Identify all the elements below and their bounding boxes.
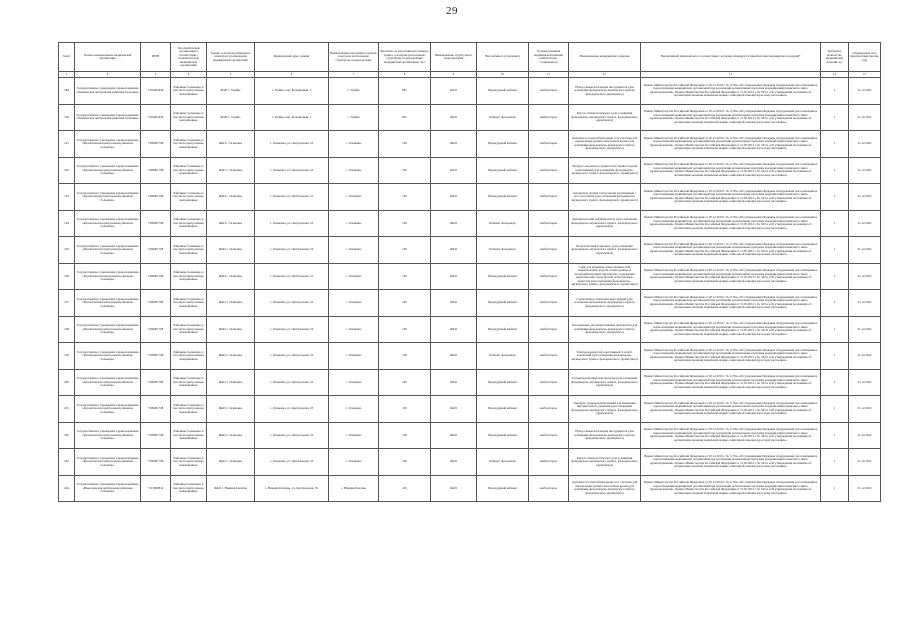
device-name-cell: Набор гинекологических инструментов (для оснащения фельдшерско-акушерского пункта, фельдшерского здравпункта): [569, 422, 641, 449]
cabinet-type-cell: Процедурный кабинет: [477, 263, 529, 290]
organization-name-cell: Государственное учреждение здравоохранения «Кузоватовская центральная районная больница»: [75, 449, 141, 476]
care-conditions-cell: Амбулаторно: [529, 369, 569, 396]
column-header: Фактический адрес здания: [255, 43, 329, 72]
equipment-table-sheet: [58, 42, 881, 502]
address-cell: с. Осиновка, ул. Центральная, 23: [255, 263, 329, 290]
population-cell: 190: [379, 210, 431, 237]
table-row: [59, 263, 881, 290]
organization-type-cell: Районные больницы, в том числе центральные, межрайонные: [171, 396, 207, 423]
regulatory-act-cell: Приказ Министерства Российской Федерации от 20.12.2019 г. № 1176н «Об утверждении Порядков оборудования для оснащения и переоснащения медицинских организаций при реализации региональных программ модернизации первичного звена здравоохранения». Приказ Министерства Российской Федерации от 15.05.2012 г. № 543 н «Об утверждении положения об организации оказания первичной медико-санитарной помощи взрослому населению»: [641, 449, 821, 476]
regulatory-act-cell: Приказ Министерства Российской Федерации от 20.12.2019 г. № 1176н «Об утверждении Порядков оборудования для оснащения и переоснащения медицинских организаций при реализации региональных программ модернизации первичного звена здравоохранения». Приказ Министерства Российской Федерации от 15.05.2012 г. № 543 н «Об утверждении положения об организации оказания первичной медико-санитарной помощи взрослому населению»: [641, 396, 821, 423]
structural-unit-cell: ФАП: [431, 131, 477, 158]
address-cell: с. Осиновка, ул. Центральная, 23: [255, 237, 329, 264]
device-name-cell: Анализатор гемоглобина крови тест-системы для определения уровня гемоглобина крови (для оснащения фельдшерско-акушерского пункта, фельдшерского здравпункта): [569, 131, 641, 158]
cabinet-type-cell: Процедурный кабинет: [477, 157, 529, 184]
purchase-date-cell: 31.12.2022: [849, 263, 881, 290]
table-row: [59, 157, 881, 184]
table-row: [59, 210, 881, 237]
table-row: [59, 131, 881, 158]
column-number: 12: [569, 72, 641, 78]
structural-unit-cell: ФАП: [431, 396, 477, 423]
row-number-cell: 201: [59, 396, 75, 423]
row-number-cell: 190: [59, 104, 75, 131]
purchase-date-cell: 31.12.2022: [849, 184, 881, 211]
building-cell: ФАП с. Осиновка: [207, 316, 255, 343]
device-name-cell: Бесконтактный термометр (для оснащения фельдшерско-акушерского пункта, фельдшерского здравпункта): [569, 237, 641, 264]
cabinet-type-cell: Кабинет фельдшера: [477, 104, 529, 131]
table-row: [59, 449, 881, 476]
quantity-cell: 1: [821, 396, 849, 423]
inn-cell: 7313000832: [141, 475, 171, 502]
organization-type-cell: Районные больницы, в том числе центральные, межрайонные: [171, 78, 207, 105]
address-cell: с. Осиновка, ул. Центральная, 23: [255, 396, 329, 423]
regulatory-act-cell: Приказ Министерства Российской Федерации от 20.12.2019 г. № 1176н «Об утверждении Порядков оборудования для оснащения и переоснащения медицинских организаций при реализации региональных программ модернизации первичного звена здравоохранения». Приказ Министерства Российской Федерации от 15.05.2012 г. № 543 н «Об утверждении положения об организации оказания первичной медико-санитарной помощи взрослому населению»: [641, 157, 821, 184]
cabinet-type-cell: Процедурный кабинет: [477, 396, 529, 423]
population-cell: 891: [379, 104, 431, 131]
population-cell: 190: [379, 316, 431, 343]
row-number-cell: 203: [59, 449, 75, 476]
row-number-cell: 198: [59, 316, 75, 343]
column-header: Вид кабинета (отделения): [477, 43, 529, 72]
population-cell: 190: [379, 157, 431, 184]
device-name-cell: Тонометр транспальпебральный для измерения внутриглазного давления (для оснащения фельдшерско-акушерского пункта, фельдшерского здравпункта): [569, 396, 641, 423]
inn-cell: 7309001798: [141, 263, 171, 290]
row-number-cell: 199: [59, 343, 75, 370]
table-row: [59, 184, 881, 211]
quantity-cell: 1: [821, 475, 849, 502]
column-number: 15: [849, 72, 881, 78]
organization-type-cell: Районные больницы, в том числе центральные, межрайонные: [171, 157, 207, 184]
building-cell: ФАП с. Осиновка: [207, 369, 255, 396]
structural-unit-cell: ФАП: [431, 157, 477, 184]
row-number-cell: 200: [59, 369, 75, 396]
cabinet-type-cell: Кабинет фельдшера: [477, 343, 529, 370]
regulatory-act-cell: Приказ Министерства Российской Федерации от 20.12.2019 г. № 1176н «Об утверждении Порядков оборудования для оснащения и переоснащения медицинских организаций при реализации региональных программ модернизации первичного звена здравоохранения». Приказ Министерства Российской Федерации от 15.05.2012 г. № 543 н «Об утверждении положения об организации оказания первичной медико-санитарной помощи взрослому населению»: [641, 343, 821, 370]
column-number: 5: [207, 72, 255, 78]
device-name-cell: Экспресс-анализатор уровня холестерина в крови портативный (для оснащения фельдшерско-акушерского пункта, фельдшерского здравпункта): [569, 157, 641, 184]
regulatory-act-cell: Приказ Министерства Российской Федерации от 20.12.2019 г. № 1176н «Об утверждении Порядков оборудования для оснащения и переоснащения медицинских организаций при реализации региональных программ модернизации первичного звена здравоохранения». Приказ Министерства Российской Федерации от 15.05.2012 г. № 543 н «Об утверждении положения об организации оказания первичной медико-санитарной помощи взрослому населению»: [641, 290, 821, 317]
table-row: [59, 369, 881, 396]
regulatory-act-cell: Приказ Министерства Российской Федерации от 20.12.2019 г. № 1176н «Об утверждении Порядков оборудования для оснащения и переоснащения медицинских организаций при реализации региональных программ модернизации первичного звена здравоохранения». Приказ Министерства Российской Федерации от 15.05.2012 г. № 543 н «Об утверждении положения об организации оказания первичной медико-санитарной помощи взрослому населению»: [641, 78, 821, 105]
column-number: 3: [141, 72, 171, 78]
organization-name-cell: Государственное учреждение здравоохранения «Кузоватовская центральная районная больница»: [75, 369, 141, 396]
locality-cell: с. Осиновка: [329, 369, 379, 396]
population-cell: 190: [379, 369, 431, 396]
table-row: [59, 104, 881, 131]
locality-cell: с. Урайка: [329, 78, 379, 105]
quantity-cell: 1: [821, 343, 849, 370]
inn-cell: 7309001798: [141, 131, 171, 158]
building-cell: ФАП с. Осиновка: [207, 422, 255, 449]
locality-cell: с. Осиновка: [329, 290, 379, 317]
quantity-cell: 1: [821, 157, 849, 184]
purchase-date-cell: 31.12.2022: [849, 78, 881, 105]
regulatory-act-cell: Приказ Министерства Российской Федерации от 20.12.2019 г. № 1176н «Об утверждении Порядков оборудования для оснащения и переоснащения медицинских организаций при реализации региональных программ модернизации первичного звена здравоохранения». Приказ Министерства Российской Федерации от 15.05.2012 г. № 543 н «Об утверждении положения об организации оказания первичной медико-санитарной помощи взрослому населению»: [641, 104, 821, 131]
regulatory-act-cell: Приказ Министерства Российской Федерации от 20.12.2019 г. № 1176н «Об утверждении Порядков оборудования для оснащения и переоснащения медицинских организаций при реализации региональных программ модернизации первичного звена здравоохранения». Приказ Министерства Российской Федерации от 15.05.2012 г. № 543 н «Об утверждении положения об организации оказания первичной медико-санитарной помощи взрослому населению»: [641, 263, 821, 290]
locality-cell: с. Осиновка: [329, 263, 379, 290]
care-conditions-cell: Амбулаторно: [529, 184, 569, 211]
population-cell: 190: [379, 184, 431, 211]
quantity-cell: 1: [821, 369, 849, 396]
population-cell: 190: [379, 422, 431, 449]
structural-unit-cell: ФАП: [431, 184, 477, 211]
inn-cell: 7309001798: [141, 449, 171, 476]
organization-name-cell: Государственное учреждение здравоохранения «Кузоватовская центральная районная больница»: [75, 184, 141, 211]
column-number: 8: [379, 72, 431, 78]
column-number: 4: [171, 72, 207, 78]
care-conditions-cell: Амбулаторно: [529, 449, 569, 476]
address-cell: с. Осиновка, ул. Центральная, 23: [255, 210, 329, 237]
organization-type-cell: Районные больницы, в том числе центральные, межрайонные: [171, 104, 207, 131]
care-conditions-cell: Амбулаторно: [529, 343, 569, 370]
organization-name-cell: Государственное учреждение здравоохранения «Кузоватовская центральная районная больница»: [75, 316, 141, 343]
inn-cell: 7309001798: [141, 422, 171, 449]
organization-name-cell: Государственное учреждение здравоохранения «Ульяновская центральная районная больница»: [75, 78, 141, 105]
purchase-date-cell: 31.12.2022: [849, 237, 881, 264]
address-cell: с. Осиновка, ул. Центральная, 23: [255, 290, 329, 317]
structural-unit-cell: ФАП: [431, 316, 477, 343]
cabinet-type-cell: Процедурный кабинет: [477, 290, 529, 317]
cabinet-type-cell: Кабинет фельдшера: [477, 449, 529, 476]
population-cell: 190: [379, 131, 431, 158]
locality-cell: с. Осиновка: [329, 343, 379, 370]
organization-name-cell: Государственное учреждение здравоохранения «Кузоватовская центральная районная больница»: [75, 131, 141, 158]
structural-unit-cell: ФАП: [431, 263, 477, 290]
care-conditions-cell: Амбулаторно: [529, 396, 569, 423]
organization-name-cell: Государственное учреждение здравоохранения «Кузоватовская центральная районная больница»: [75, 157, 141, 184]
device-name-cell: Кресло гинекологическое (для оснащения фельдшерско-акушерского пункта, фельдшерского здравпункта): [569, 449, 641, 476]
inn-cell: 7309001798: [141, 396, 171, 423]
row-number-cell: 192: [59, 157, 75, 184]
regulatory-act-cell: Приказ Министерства Российской Федерации от 20.12.2019 г. № 1176н «Об утверждении Порядков оборудования для оснащения и переоснащения медицинских организаций при реализации региональных программ модернизации первичного звена здравоохранения». Приказ Министерства Российской Федерации от 15.05.2012 г. № 543 н «Об утверждении положения об организации оказания первичной медико-санитарной помощи взрослому населению»: [641, 184, 821, 211]
address-cell: с. Осиновка, ул. Центральная, 23: [255, 316, 329, 343]
building-cell: ФАП с. Урайка: [207, 104, 255, 131]
device-name-cell: Холодильник для лекарственных препаратов (для оснащения фельдшерско-акушерского пункта, фельдшерского здравпункта): [569, 316, 641, 343]
organization-type-cell: Районные больницы, в том числе центральные, межрайонные: [171, 237, 207, 264]
organization-type-cell: Районные больницы, в том числе центральные, межрайонные: [171, 290, 207, 317]
column-header: Наименование населенного пункта, в котором расположено структурное подразделение: [329, 43, 379, 72]
purchase-date-cell: 31.12.2022: [849, 131, 881, 158]
building-cell: ФАП с. Осиновка: [207, 343, 255, 370]
regulatory-act-cell: Приказ Министерства Российской Федерации от 20.12.2019 г. № 1176н «Об утверждении Порядков оборудования для оснащения и переоснащения медицинских организаций при реализации региональных программ модернизации первичного звена здравоохранения». Приказ Министерства Российской Федерации от 15.05.2012 г. № 543 н «Об утверждении положения об организации оказания первичной медико-санитарной помощи взрослому населению»: [641, 316, 821, 343]
device-name-cell: Автоматический дефибриллятор (для оснащения фельдшерско-акушерского пункта, фельдшерского здравпункта): [569, 210, 641, 237]
cabinet-type-cell: Кабинет фельдшера: [477, 237, 529, 264]
quantity-cell: 1: [821, 263, 849, 290]
quantity-cell: 1: [821, 78, 849, 105]
column-number: 7: [329, 72, 379, 78]
organization-type-cell: Районные больницы, в том числе центральные, межрайонные: [171, 263, 207, 290]
quantity-cell: 1: [821, 184, 849, 211]
care-conditions-cell: Амбулаторно: [529, 263, 569, 290]
locality-cell: с. Осиновка: [329, 157, 379, 184]
column-header: Требуемое количество медицинских изделий, ед.: [821, 43, 849, 72]
structural-unit-cell: ФАП: [431, 290, 477, 317]
address-cell: с. Осиновка, ул. Центральная, 23: [255, 343, 329, 370]
inn-cell: 7316003449: [141, 104, 171, 131]
table-row: [59, 422, 881, 449]
regulatory-act-cell: Приказ Министерства Российской Федерации от 20.12.2019 г. № 1176н «Об утверждении Порядков оборудования для оснащения и переоснащения медицинских организаций при реализации региональных программ модернизации первичного звена здравоохранения». Приказ Министерства Российской Федерации от 15.05.2012 г. № 543 н «Об утверждении положения об организации оказания первичной медико-санитарной помощи взрослому населению»: [641, 422, 821, 449]
column-header: Тип medicinской организации в соответствии с номенклатурой медицинских организаций: [171, 43, 207, 72]
locality-cell: с. Нижняя Клечёнь: [329, 475, 379, 502]
inn-cell: 7309001798: [141, 343, 171, 370]
locality-cell: с. Осиновка: [329, 237, 379, 264]
inn-cell: 7309001798: [141, 290, 171, 317]
inn-cell: 7309001798: [141, 316, 171, 343]
column-number: 2: [75, 72, 141, 78]
column-number: 6: [255, 72, 329, 78]
structural-unit-cell: ФАП: [431, 343, 477, 370]
care-conditions-cell: Амбулаторно: [529, 210, 569, 237]
care-conditions-cell: Амбулаторно: [529, 290, 569, 317]
address-cell: с. Урайка, пер. Больничный, 5: [255, 104, 329, 131]
organization-type-cell: Районные больницы, в том числе центральные, межрайонные: [171, 184, 207, 211]
quantity-cell: 1: [821, 237, 849, 264]
organization-type-cell: Районные больницы, в том числе центральные, межрайонные: [171, 422, 207, 449]
quantity-cell: 1: [821, 104, 849, 131]
locality-cell: с. Осиновка: [329, 449, 379, 476]
cabinet-type-cell: Кабинет фельдшера: [477, 210, 529, 237]
column-header: Наименование медицинского изделия: [569, 43, 641, 72]
row-number-cell: 202: [59, 422, 75, 449]
inn-cell: 7309001798: [141, 157, 171, 184]
page-number: 29: [446, 5, 458, 17]
regulatory-act-cell: Приказ Министерства Российской Федерации от 20.12.2019 г. № 1176н «Об утверждении Порядков оборудования для оснащения и переоснащения медицинских организаций при реализации региональных программ модернизации первичного звена здравоохранения». Приказ Министерства Российской Федерации от 15.05.2012 г. № 543 н «Об утверждении положения об организации оказания первичной медико-санитарной помощи взрослому населению»: [641, 475, 821, 502]
purchase-date-cell: 31.12.2022: [849, 157, 881, 184]
care-conditions-cell: Амбулаторно: [529, 316, 569, 343]
organization-name-cell: Государственное учреждение здравоохранения «Кузоватовская центральная районная больница»: [75, 210, 141, 237]
row-number-cell: 194: [59, 210, 75, 237]
row-number-cell: 196: [59, 263, 75, 290]
organization-type-cell: Районные больницы, в том числе центральные, межрайонные: [171, 316, 207, 343]
device-name-cell: Стерилизатор электрический средний (для оснащения фельдшерско-акушерского пункта, фельдшерского здравпункта): [569, 290, 641, 317]
organization-name-cell: Государственное учреждение здравоохранения «Кузоватовская центральная районная больница»: [75, 290, 141, 317]
regulatory-act-cell: Приказ Министерства Российской Федерации от 20.12.2019 г. № 1176н «Об утверждении Порядков оборудования для оснащения и переоснащения медицинских организаций при реализации региональных программ модернизации первичного звена здравоохранения». Приказ Министерства Российской Федерации от 15.05.2012 г. № 543 н «Об утверждении положения об организации оказания первичной медико-санитарной помощи взрослому населению»: [641, 369, 821, 396]
organization-name-cell: Государственное учреждение здравоохранения «Кузоватовская центральная районная больница»: [75, 237, 141, 264]
quantity-cell: 1: [821, 422, 849, 449]
building-cell: ФАП с. Осиновка: [207, 237, 255, 264]
row-number-cell: 193: [59, 184, 75, 211]
cabinet-type-cell: Процедурный кабинет: [477, 184, 529, 211]
population-cell: 190: [379, 263, 431, 290]
header-row: [59, 43, 881, 72]
care-conditions-cell: Амбулаторно: [529, 157, 569, 184]
device-name-cell: Кресло гинекологическое (для оснащения фельдшерско-акушерского пункта, фельдшерского здравпункта): [569, 104, 641, 131]
inn-cell: 7316003449: [141, 78, 171, 105]
column-number: 13: [641, 72, 821, 78]
building-cell: ФАП с. Осиновка: [207, 263, 255, 290]
care-conditions-cell: Амбулаторно: [529, 237, 569, 264]
cabinet-type-cell: Процедурный кабинет: [477, 131, 529, 158]
address-cell: с. Урайка, пер. Больничный, 5: [255, 78, 329, 105]
locality-cell: с. Осиновка: [329, 210, 379, 237]
column-header: Численность населения населенного пункта, в котором расположено структурное подразделение медицинской организации, чел.: [379, 43, 431, 72]
inn-cell: 7309001798: [141, 184, 171, 211]
building-cell: ФАП с. Осиновка: [207, 210, 255, 237]
structural-unit-cell: ФАП: [431, 237, 477, 264]
quantity-cell: 1: [821, 210, 849, 237]
row-number-cell: 189: [59, 78, 75, 105]
building-cell: ФАП с. Осиновка: [207, 184, 255, 211]
organization-type-cell: Районные больницы, в том числе центральные, межрайонные: [171, 343, 207, 370]
organization-name-cell: Государственное учреждение здравоохранения «Николаевская центральная районная больница»: [75, 475, 141, 502]
quantity-cell: 1: [821, 290, 849, 317]
table-row: [59, 290, 881, 317]
locality-cell: с. Осиновка: [329, 316, 379, 343]
column-number: 10: [477, 72, 529, 78]
cabinet-type-cell: Процедурный кабинет: [477, 78, 529, 105]
table-row: [59, 396, 881, 423]
care-conditions-cell: Амбулаторно: [529, 475, 569, 502]
table-row: [59, 237, 881, 264]
locality-cell: с. Осиновка: [329, 131, 379, 158]
population-cell: 190: [379, 237, 431, 264]
inn-cell: 7309001798: [141, 369, 171, 396]
row-number-cell: 195: [59, 237, 75, 264]
device-name-cell: Сейф для хранения лекарственных или наркотических средств, психотропных и сильнодействующих препаратов, содержащих наркотические средства или психотропные вещества (для оснащения фельдшерско-акушерского пункта, фельдшерского здравпункта): [569, 263, 641, 290]
population-cell: 190: [379, 449, 431, 476]
purchase-date-cell: 31.12.2022: [849, 210, 881, 237]
building-cell: ФАП с. Осиновка: [207, 396, 255, 423]
address-cell: с. Осиновка, ул. Центральная, 23: [255, 131, 329, 158]
structural-unit-cell: ФАП: [431, 449, 477, 476]
address-cell: с. Нижняя Клечёнь, ул. Центральная, 39: [255, 475, 329, 502]
organization-name-cell: Государственное учреждение здравоохранения «Ульяновская центральная районная больница»: [75, 104, 141, 131]
table-row: [59, 78, 881, 105]
building-cell: ФАП с. Осиновка: [207, 157, 255, 184]
column-header: Здание, в котором размещено/планируется размещение медицинской организации: [207, 43, 255, 72]
purchase-date-cell: 31.12.2022: [849, 290, 881, 317]
care-conditions-cell: Амбулаторно: [529, 131, 569, 158]
device-name-cell: Анализатор гемоглобина крови тест-системы для определения уровня гемоглобина крови (для оснащения фельдшерско-акушерского пункта, фельдшерского здравпункта): [569, 475, 641, 502]
table-row: [59, 475, 881, 502]
locality-cell: с. Осиновка: [329, 422, 379, 449]
address-cell: с. Осиновка, ул. Центральная, 23: [255, 157, 329, 184]
organization-name-cell: Государственное учреждение здравоохранения «Кузоватовская центральная районная больница»: [75, 343, 141, 370]
structural-unit-cell: ФАП: [431, 475, 477, 502]
column-header: ИНН: [141, 43, 171, 72]
structural-unit-cell: ФАП: [431, 104, 477, 131]
column-number: 11: [529, 72, 569, 78]
column-header: №п/п: [59, 43, 75, 72]
inn-cell: 7309001798: [141, 210, 171, 237]
population-cell: 190: [379, 396, 431, 423]
table-row: [59, 316, 881, 343]
population-cell: 450: [379, 475, 431, 502]
purchase-date-cell: 31.12.2022: [849, 369, 881, 396]
organization-type-cell: Районные больницы, в том числе центральные, межрайонные: [171, 210, 207, 237]
structural-unit-cell: ФАП: [431, 78, 477, 105]
care-conditions-cell: Амбулаторно: [529, 104, 569, 131]
column-header: Нормативный правовой акт, в соответствии с которым планируется приобретение медицинского изделия*: [641, 43, 821, 72]
address-cell: с. Осиновка, ул. Центральная, 23: [255, 184, 329, 211]
building-cell: ФАП с. Урайка: [207, 78, 255, 105]
address-cell: с. Осиновка, ул. Центральная, 23: [255, 422, 329, 449]
address-cell: с. Осиновка, ул. Центральная, 23: [255, 369, 329, 396]
organization-name-cell: Государственное учреждение здравоохранения «Кузоватовская центральная районная больница»: [75, 422, 141, 449]
column-number: 14: [821, 72, 849, 78]
organization-type-cell: Районные больницы, в том числе центральные, межрайонные: [171, 449, 207, 476]
organization-name-cell: Государственное учреждение здравоохранения «Кузоватовская центральная районная больница»: [75, 396, 141, 423]
device-name-cell: Электрокардиограф портативный 3- или 6-канальный (для оснащения фельдшерско-акушерского пункта, фельдшерского здравпункта): [569, 343, 641, 370]
cabinet-type-cell: Процедурный кабинет: [477, 422, 529, 449]
quantity-cell: 1: [821, 449, 849, 476]
building-cell: ФАП с. Осиновка: [207, 131, 255, 158]
building-cell: ФАП с. Осиновка: [207, 449, 255, 476]
cabinet-type-cell: Процедурный кабинет: [477, 369, 529, 396]
row-number-cell: 204: [59, 475, 75, 502]
structural-unit-cell: ФАП: [431, 369, 477, 396]
table-body: [59, 78, 881, 502]
purchase-date-cell: 31.12.2022: [849, 422, 881, 449]
organization-type-cell: Районные больницы, в том числе центральные, межрайонные: [171, 369, 207, 396]
population-cell: 891: [379, 78, 431, 105]
column-header: Наименование структурного подразделения: [431, 43, 477, 72]
locality-cell: с. Осиновка: [329, 396, 379, 423]
purchase-date-cell: 31.12.2022: [849, 475, 881, 502]
organization-type-cell: Районные больницы, в том числе центральные, межрайонные: [171, 475, 207, 502]
column-number: 9: [431, 72, 477, 78]
locality-cell: с. Урайка: [329, 104, 379, 131]
population-cell: 190: [379, 343, 431, 370]
device-name-cell: Набор гинекологических инструментов (для оснащения фельдшерско-акушерского пункта, фельдшерского здравпункта): [569, 78, 641, 105]
regulatory-act-cell: Приказ Министерства Российской Федерации от 20.12.2019 г. № 1176н «Об утверждении Порядков оборудования для оснащения и переоснащения медицинских организаций при реализации региональных программ модернизации первичного звена здравоохранения». Приказ Министерства Российской Федерации от 15.05.2012 г. № 543 н «Об утверждении положения об организации оказания первичной медико-санитарной помощи взрослому населению»: [641, 210, 821, 237]
purchase-date-cell: 31.12.2022: [849, 449, 881, 476]
building-cell: ФАП с. Осиновка: [207, 290, 255, 317]
care-conditions-cell: Амбулаторно: [529, 422, 569, 449]
column-header: Полное наименование медицинской организации: [75, 43, 141, 72]
column-header: Планируемая дата приобретения (месяц, год): [849, 43, 881, 72]
table-row: [59, 343, 881, 370]
regulatory-act-cell: Приказ Министерства Российской Федерации от 20.12.2019 г. № 1176н «Об утверждении Порядков оборудования для оснащения и переоснащения медицинских организаций при реализации региональных программ модернизации первичного звена здравоохранения». Приказ Министерства Российской Федерации от 15.05.2012 г. № 543 н «Об утверждении положения об организации оказания первичной медико-санитарной помощи взрослому населению»: [641, 131, 821, 158]
structural-unit-cell: ФАП: [431, 422, 477, 449]
locality-cell: с. Осиновка: [329, 184, 379, 211]
population-cell: 190: [379, 290, 431, 317]
purchase-date-cell: 31.12.2022: [849, 396, 881, 423]
building-cell: ФАП с. Нижняя Клечёнь: [207, 475, 255, 502]
structural-unit-cell: ФАП: [431, 210, 477, 237]
inn-cell: 7309001798: [141, 237, 171, 264]
regulatory-act-cell: Приказ Министерства Российской Федерации от 20.12.2019 г. № 1176н «Об утверждении Порядков оборудования для оснащения и переоснащения медицинских организаций при реализации региональных программ модернизации первичного звена здравоохранения». Приказ Министерства Российской Федерации от 15.05.2012 г. № 543 н «Об утверждении положения об организации оказания первичной медико-санитарной помощи взрослому населению»: [641, 237, 821, 264]
column-number: 1: [59, 72, 75, 78]
purchase-date-cell: 31.12.2022: [849, 316, 881, 343]
quantity-cell: 1: [821, 131, 849, 158]
cabinet-type-cell: Процедурный кабинет: [477, 475, 529, 502]
purchase-date-cell: 31.12.2022: [849, 343, 881, 370]
quantity-cell: 1: [821, 316, 849, 343]
equipment-table: [58, 42, 881, 502]
organization-name-cell: Государственное учреждение здравоохранения «Кузоватовская центральная районная больница»: [75, 263, 141, 290]
device-name-cell: Анализатор уровня сахара крови портативный с тест-полосками (для оснащения фельдшерско-акушерского пункта, фельдшерского здравпункта): [569, 184, 641, 211]
address-cell: с. Осиновка, ул. Центральная, 23: [255, 449, 329, 476]
row-number-cell: 191: [59, 131, 75, 158]
row-number-cell: 197: [59, 290, 75, 317]
cabinet-type-cell: Процедурный кабинет: [477, 316, 529, 343]
purchase-date-cell: 31.12.2022: [849, 104, 881, 131]
organization-type-cell: Районные больницы, в том числе центральные, межрайонные: [171, 131, 207, 158]
column-header: Условия оказания медицинской помощи (амбулаторно, стационарно): [529, 43, 569, 72]
device-name-cell: Сухожаровой шкаф или автоклав (для оснащения фельдшерско-акушерского пункта, фельдшерского здравпункта): [569, 369, 641, 396]
care-conditions-cell: Амбулаторно: [529, 78, 569, 105]
